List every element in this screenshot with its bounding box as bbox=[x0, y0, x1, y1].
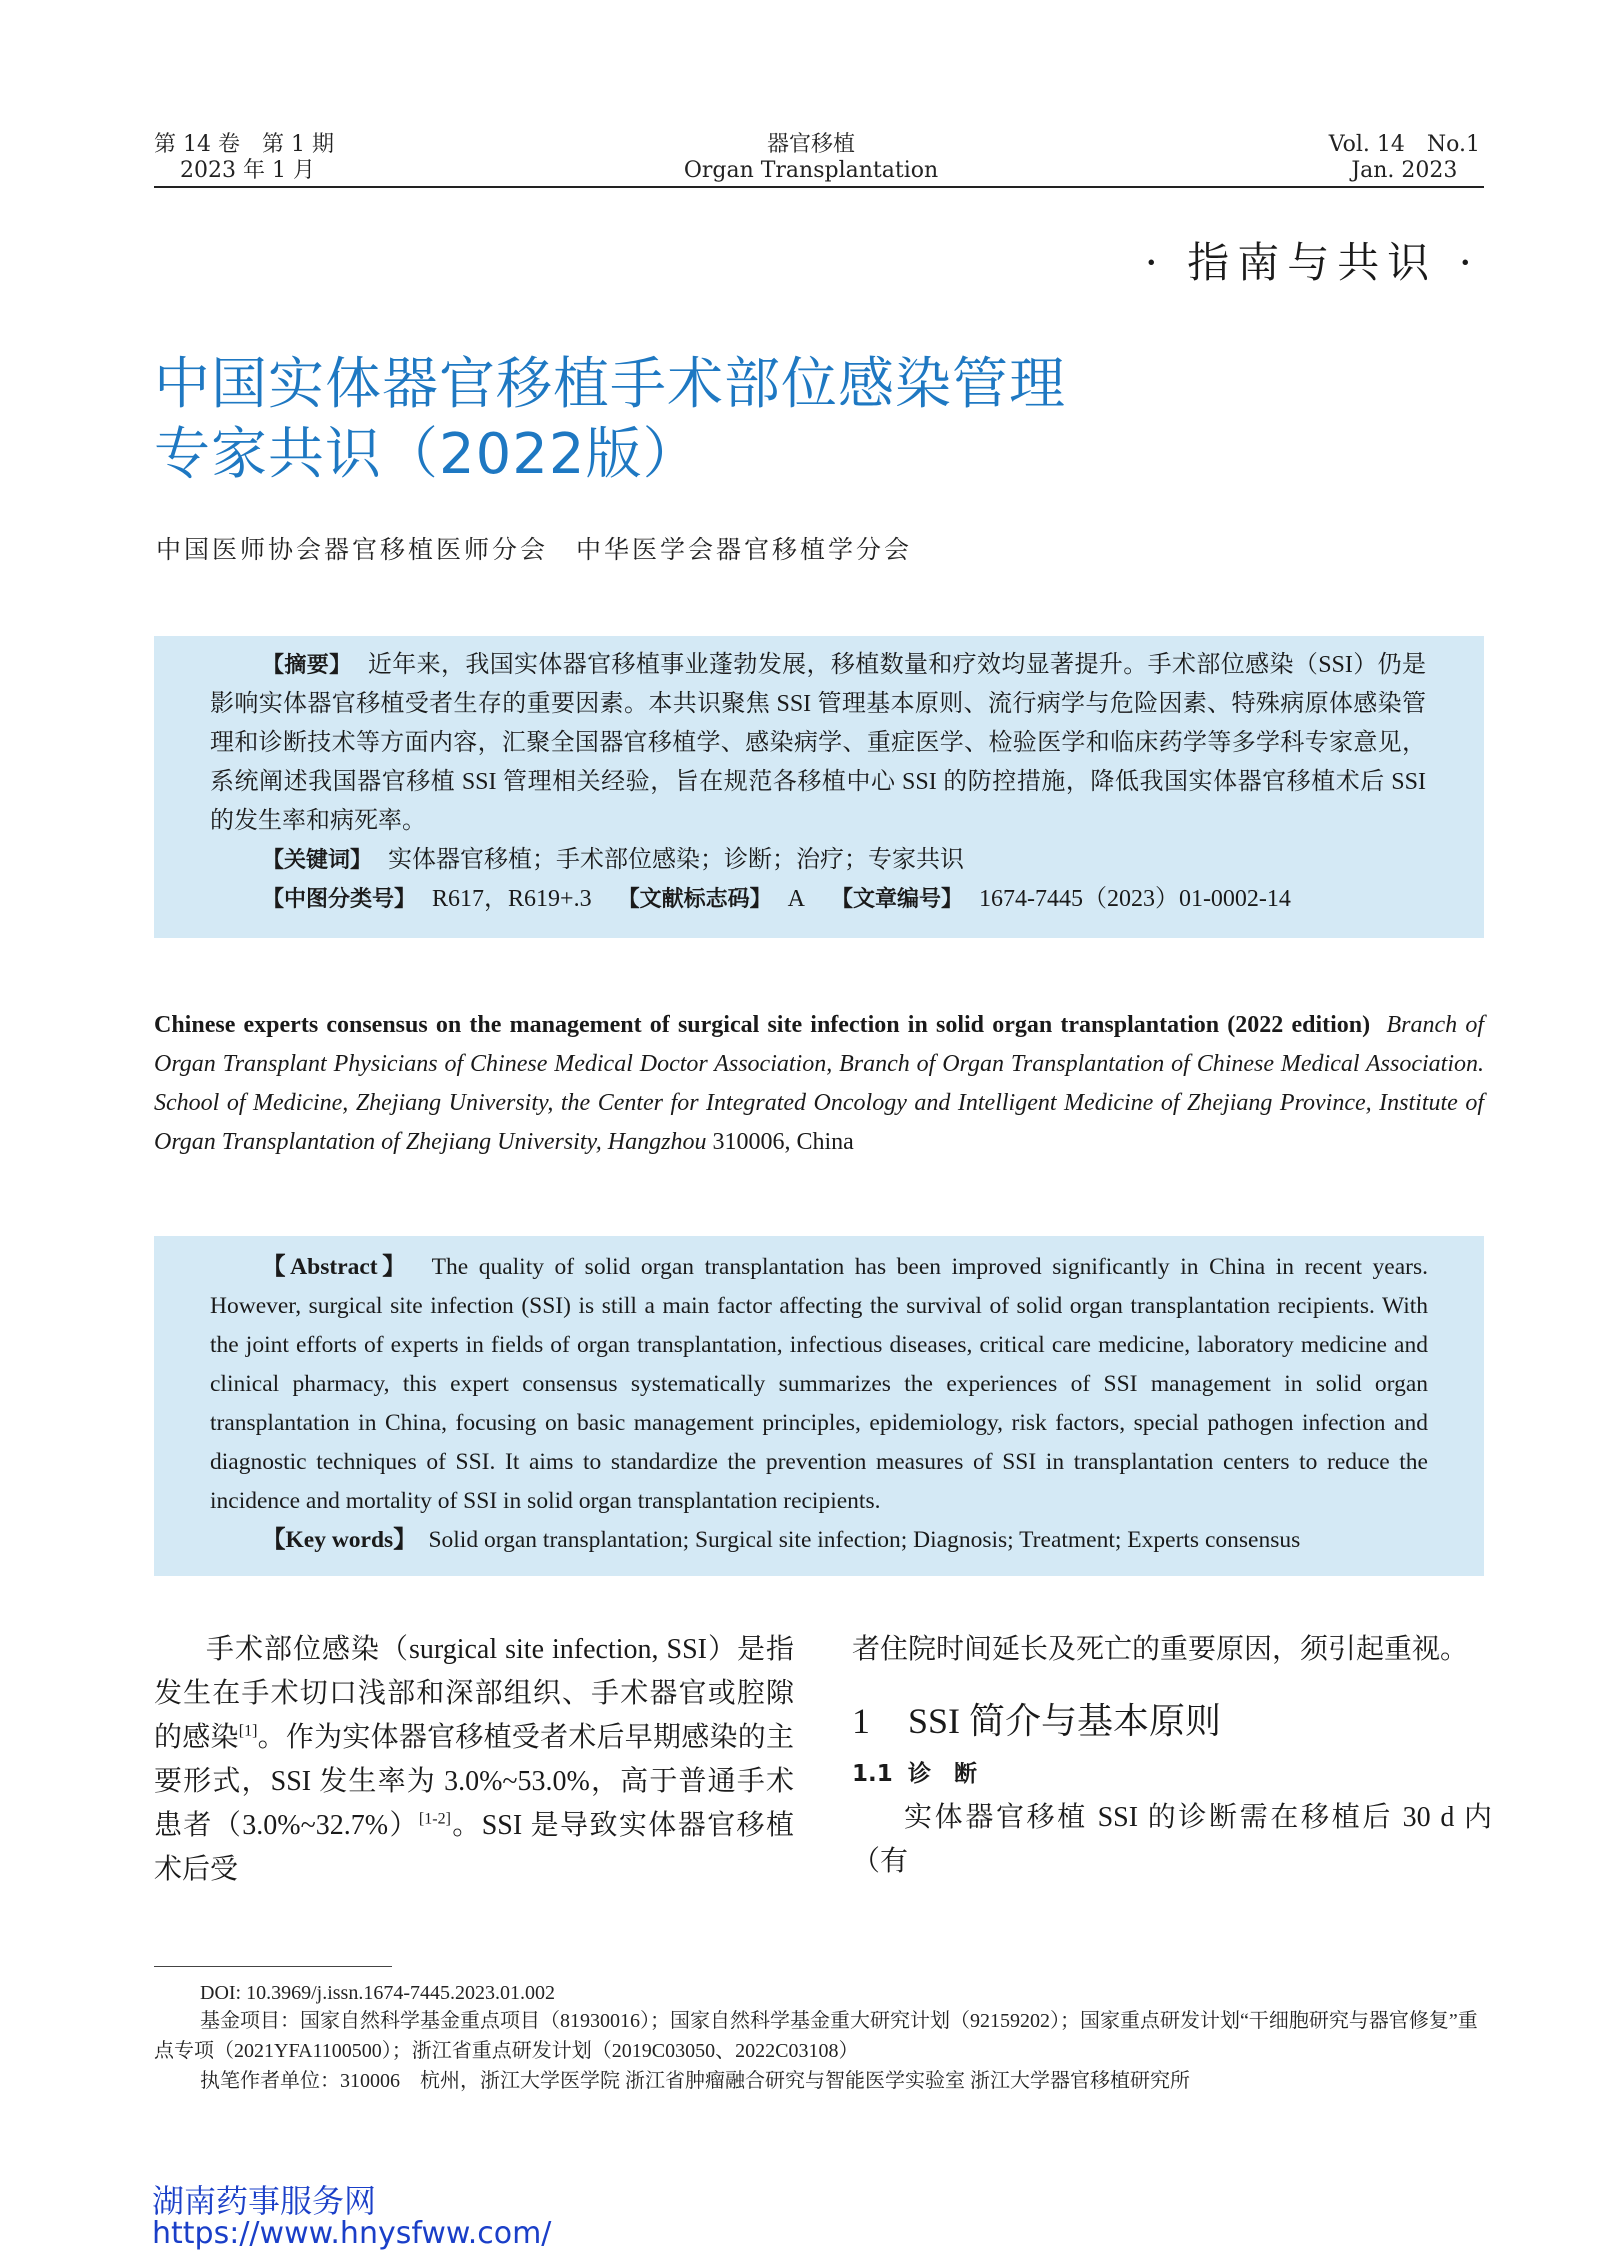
en-affiliation: Branch of Organ Transplant Physicians of Chinese Medical Doctor Association, Branch of Organ Transplantation of Chinese Medical Association. School of Medicine, Zhejiang University, the Center for Integrated Oncology and Intelligent Medicine of Zhejiang Province, Institute of Organ Transplantation of Zhejiang University, Hangzhou bbox=[154, 1012, 1484, 1155]
title-line-1: 中国实体器官移植手术部位感染管理 bbox=[154, 352, 1066, 417]
header-date-en: Jan. 2023 bbox=[1351, 158, 1458, 183]
authors: 中国医师协会器官移植医师分会 中华医学会器官移植学分会 bbox=[156, 535, 913, 564]
section-1-1-number: 1.1 bbox=[852, 1761, 893, 1787]
watermark-url-link[interactable]: https://www.hnysfww.com/ bbox=[152, 2216, 552, 2251]
body-text-2: 。作为实体器官移植受者术后早期感染的主要形式，SSI 发生率为 3.0%~53.0%，高于普通手术患者（3.0%~32.7%） bbox=[154, 1722, 794, 1841]
footnote-doi[interactable]: DOI: 10.3969/j.issn.1674-7445.2023.01.002 bbox=[200, 1982, 555, 2004]
header-vol-en bbox=[1329, 132, 1480, 184]
article-no-label: 【文章编号】 bbox=[830, 887, 963, 912]
en-postcode: 310006, China bbox=[712, 1129, 854, 1155]
clc-label: 【中图分类号】 bbox=[262, 887, 417, 912]
cn-abstract-text: 近年来，我国实体器官移植事业蓬勃发展，移植数量和疗效均显著提升。手术部位感染（SSI）仍是影响实体器官移植受者生存的重要因素。本共识聚焦 SSI 管理基本原则、流行病学与危险因素、特殊病原体感染管理和诊断技术等方面内容，汇聚全国器官移植学、感染病学、重症医学、检验医学和临床药学等多学科专家意见，系统阐述我国器官移植 SSI 管理相关经验，旨在规范各移植中心 SSI 的防控措施，降低我国实体器官移植术后 SSI 的发生率和病死率。 bbox=[210, 652, 1426, 834]
en-keywords-text: Solid organ transplantation; Surgical site infection; Diagnosis; Treatment; Experts consensus bbox=[428, 1527, 1301, 1553]
en-abstract-text: The quality of solid organ transplantation has been improved significantly in China in recent years. However, surgical site infection (SSI) is still a main factor affecting the survival of solid organ transplantation recipients. With the joint efforts of experts in fields of organ transplantation, infectious diseases, critical care medicine, laboratory medicine and clinical pharmacy, this expert consensus systematically summarizes the experiences of SSI management in solid organ transplantation in China, focusing on basic management principles, epidemiology, risk factors, special pathogen infection and diagnostic techniques of SSI. It aims to standardize the prevention measures of SSI in transplantation centers to reduce the incidence and mortality of SSI in solid organ transplantation recipients. bbox=[210, 1254, 1429, 1514]
header-rule bbox=[154, 186, 1484, 188]
cn-classification bbox=[210, 880, 1426, 919]
section-1-title: SSI 简介与基本原则 bbox=[908, 1701, 1222, 1741]
header-volume: 第 14 卷 第 1 期 bbox=[154, 132, 334, 157]
en-abstract-label: 【Abstract】 bbox=[262, 1254, 411, 1280]
citation-2[interactable]: [1-2] bbox=[418, 1810, 451, 1828]
doc-code-label: 【文献标志码】 bbox=[617, 887, 772, 912]
en-abstract-para bbox=[210, 1248, 1428, 1521]
section-1-1-title: 诊 断 bbox=[908, 1761, 977, 1787]
cn-keywords-label: 【关键词】 bbox=[262, 848, 373, 873]
en-abstract bbox=[210, 1248, 1428, 1560]
watermark-site-name: 湖南药事服务网 bbox=[152, 2182, 377, 2220]
header-journal-en: Organ Transplantation bbox=[683, 158, 939, 183]
doc-code-value: A bbox=[787, 886, 805, 912]
header-date-cn: 2023 年 1 月 bbox=[180, 158, 315, 183]
cn-keywords bbox=[210, 841, 1426, 880]
cn-abstract bbox=[210, 646, 1426, 919]
footnote-funding: 基金项目：国家自然科学基金重点项目（81930016）；国家自然科学基金重大研究计划（92159202）；国家重点研发计划“干细胞研究与器官修复”重点专项（2021YFA1100500）；浙江省重点研发计划（2019C03050、2022C03108） bbox=[154, 2010, 1478, 2062]
body-text-3: 。SSI 是导致实体器官移植术后受 bbox=[154, 1810, 794, 1885]
cn-abstract-box bbox=[154, 636, 1484, 938]
cn-abstract-label: 【摘要】 bbox=[262, 653, 352, 678]
en-abstract-box bbox=[154, 1236, 1484, 1576]
body-paragraph bbox=[154, 1628, 794, 1892]
header-journal-cn: 器官移植 bbox=[766, 132, 855, 157]
article-no-value: 1674-7445（2023）01-0002-14 bbox=[978, 886, 1291, 912]
article-title bbox=[154, 350, 1066, 490]
body-left-column bbox=[154, 1628, 794, 1892]
cn-keywords-text: 实体器官移植；手术部位感染；诊断；治疗；专家共识 bbox=[388, 847, 965, 873]
body-right-column bbox=[852, 1628, 1492, 1884]
section-1-heading bbox=[852, 1694, 1492, 1748]
diagnosis-paragraph: 实体器官移植 SSI 的诊断需在移植后 30 d 内（有 bbox=[852, 1802, 1492, 1877]
en-keywords-label: 【Key words】 bbox=[262, 1527, 417, 1553]
cn-abstract-para bbox=[210, 646, 1426, 841]
title-line-2: 专家共识（2022版） bbox=[154, 422, 700, 487]
footnote-author-unit: 执笔作者单位：310006 杭州，浙江大学医学院 浙江省肿瘤融合研究与智能医学实验室 浙江大学器官移植研究所 bbox=[200, 2070, 1190, 2092]
en-title-block bbox=[154, 1006, 1484, 1162]
en-keywords bbox=[210, 1521, 1428, 1560]
header-vol-no: Vol. 14 No.1 bbox=[1328, 132, 1480, 157]
en-title: Chinese experts consensus on the management of surgical site infection in solid organ transplantation (2022 edition) bbox=[154, 1012, 1371, 1038]
section-1-1-heading bbox=[852, 1752, 1492, 1796]
footnote-rule bbox=[154, 1966, 392, 1967]
body-text-1: 手术部位感染（surgical site infection, SSI）是指发生在手术切口浅部和深部组织、手术器官或腔隙的感染 bbox=[154, 1634, 794, 1753]
citation-1[interactable]: [1] bbox=[238, 1722, 258, 1740]
section-tag: · 指南与共识 · bbox=[1144, 238, 1480, 287]
body-continued: 者住院时间延长及死亡的重要原因，须引起重视。 bbox=[852, 1634, 1469, 1665]
clc-value: R617，R619+.3 bbox=[432, 886, 592, 912]
section-1-number: 1 bbox=[852, 1701, 870, 1741]
